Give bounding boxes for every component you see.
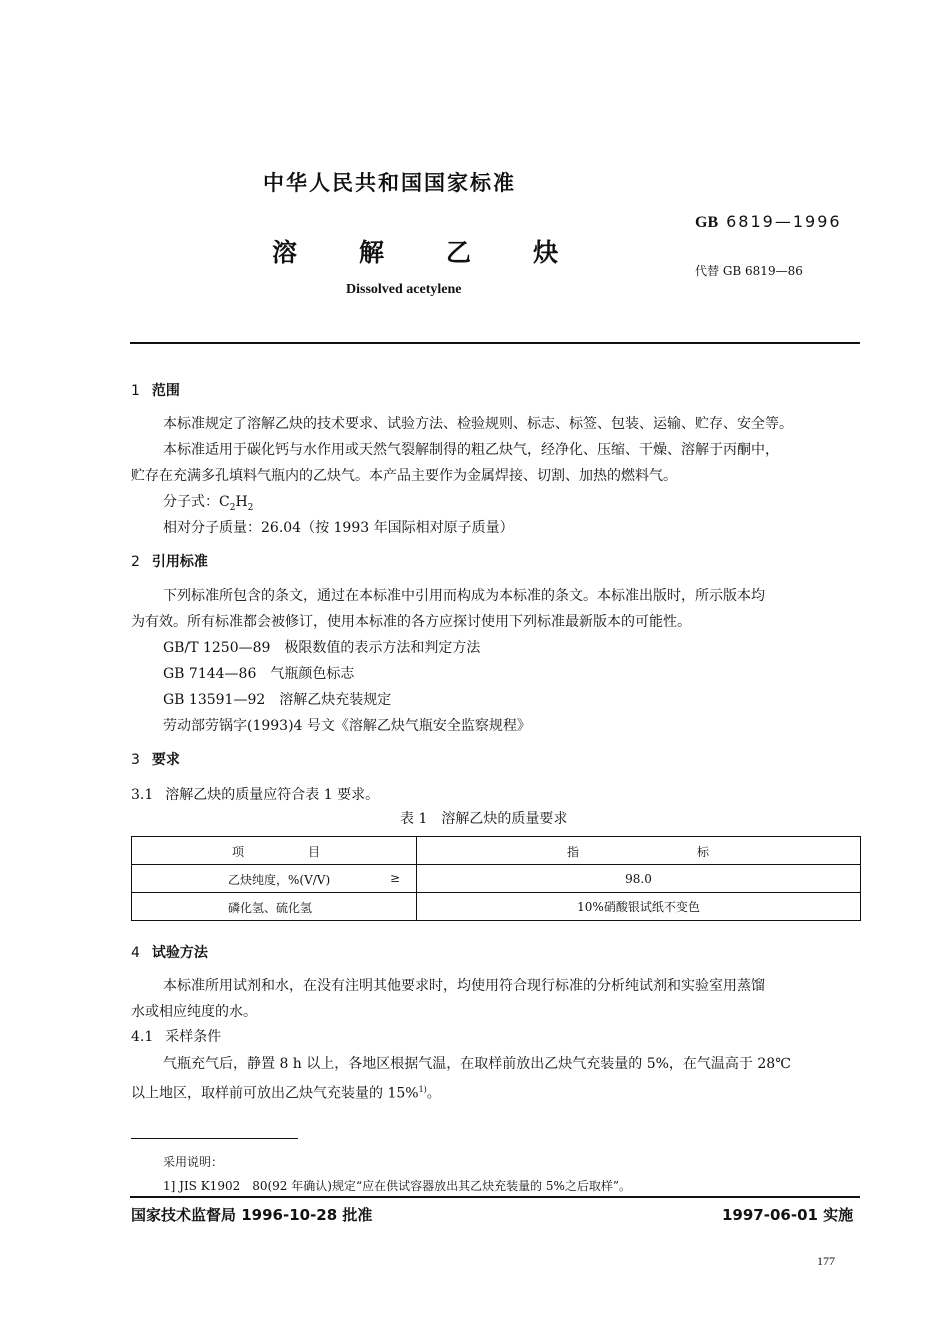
section-number: 1 (131, 383, 140, 399)
item-value: 10%硝酸银试纸不变色 (577, 900, 700, 914)
formula-subscript: 2 (247, 502, 254, 513)
page-number: 177 (817, 1254, 835, 1268)
title-char: 溶 (272, 238, 298, 267)
paragraph: 气瓶充气后，静置 8 h 以上，各地区根据气温，在取样前放出乙炔气充装量的 5%，在气温高于 28℃ (163, 1056, 791, 1072)
section-number: 4 (131, 945, 140, 961)
table-cell-item (132, 893, 417, 921)
subsection-number: 4.1 (131, 1029, 154, 1045)
header-rule (130, 342, 860, 344)
title-char: 乙 (446, 238, 472, 267)
english-title: Dissolved acetylene (346, 282, 462, 297)
section-title: 试验方法 (151, 945, 208, 961)
standard-number-prefix: GB (695, 214, 719, 231)
document-title (272, 233, 558, 269)
paragraph-continuation (131, 1078, 441, 1106)
reference-item: 劳动部劳锅字(1993)4 号文《溶解乙炔气瓶安全监察规程》 (163, 718, 531, 734)
header-char: 标 (697, 845, 710, 859)
subsection-number: 3.1 (131, 787, 154, 803)
footnote-rule (131, 1138, 298, 1139)
footnote-ref[interactable]: 1) (418, 1085, 427, 1094)
reference-item: GB/T 1250—89 极限数值的表示方法和判定方法 (163, 640, 481, 656)
header-char: 指 (567, 845, 580, 859)
section-title: 要求 (151, 752, 180, 768)
table-header-index (417, 837, 861, 865)
section-3-heading (131, 749, 180, 769)
subsection-title: 采样条件 (165, 1029, 222, 1045)
header-char: 目 (308, 845, 321, 859)
title-char: 解 (359, 238, 385, 267)
paragraph-text: 以上地区，取样前可放出乙炔气充装量的 15% (131, 1085, 419, 1102)
section-4-heading (131, 942, 208, 962)
comparison-operator: ≥ (390, 871, 401, 885)
paragraph: 下列标准所包含的条文，通过在本标准中引用而构成为本标准的条文。本标准出版时，所示版本均 (163, 588, 765, 604)
footer-rule (130, 1196, 860, 1198)
subsection-4-1 (131, 1026, 221, 1046)
table-header-row (132, 837, 861, 865)
item-name: 乙炔纯度，%(V/V) (228, 873, 331, 887)
section-1-heading (131, 380, 180, 400)
effective-date: 1997-06-01 实施 (722, 1206, 854, 1224)
section-number: 3 (131, 752, 140, 768)
table-cell-item (132, 865, 417, 893)
paragraph: 本标准规定了溶解乙炔的技术要求、试验方法、检验规则、标志、标签、包装、运输、贮存、安全等。 (163, 416, 793, 432)
paragraph-continuation: 为有效。所有标准都会被修订，使用本标准的各方应探讨使用下列标准最新版本的可能性。 (131, 614, 691, 630)
table-cell-value (417, 893, 861, 921)
title-char: 炔 (533, 238, 559, 267)
section-number: 2 (131, 554, 140, 570)
section-2-heading (131, 551, 208, 571)
standard-number-value: 6819—1996 (726, 212, 842, 231)
paragraph: 本标准适用于碳化钙与水作用或天然气裂解制得的粗乙炔气，经净化、压缩、干燥、溶解于丙酮中， (163, 442, 779, 458)
footnote-label: 采用说明： (163, 1155, 224, 1169)
formula-label: 分子式： (163, 494, 219, 510)
standard-number (695, 212, 842, 232)
table-header-item (132, 837, 417, 865)
paragraph-continuation: 贮存在充满多孔填料气瓶内的乙炔气。本产品主要作为金属焊接、切割、加热的燃料气。 (131, 468, 677, 484)
subsection-text: 溶解乙炔的质量应符合表 1 要求。 (165, 787, 380, 803)
paragraph-continuation: 水或相应纯度的水。 (131, 1004, 257, 1020)
replaces-standard: 代替 GB 6819—86 (695, 264, 803, 278)
header-char: 项 (232, 845, 245, 859)
table-row (132, 865, 861, 893)
item-name: 磷化氢、硫化氢 (228, 901, 313, 915)
table-row (132, 893, 861, 921)
item-value: 98.0 (625, 871, 652, 886)
formula-element: H (235, 494, 248, 510)
table-cell-value (417, 865, 861, 893)
subsection-3-1 (131, 784, 379, 804)
national-standard-title: 中华人民共和国国家标准 (263, 171, 516, 195)
table-caption: 表 1 溶解乙炔的质量要求 (400, 811, 568, 827)
section-title: 范围 (151, 383, 180, 399)
molecular-mass: 相对分子质量：26.04（按 1993 年国际相对原子质量） (163, 520, 514, 536)
footnote-text: 1] JIS K1902 80(92 年确认)规定“应在供试容器放出其乙炔充装量的 5%之后取样”。 (163, 1179, 632, 1193)
reference-item: GB 13591—92 溶解乙炔充装规定 (163, 692, 392, 708)
paragraph-end: 。 (426, 1085, 441, 1102)
formula-element: C (219, 494, 230, 510)
reference-item: GB 7144—86 气瓶颜色标志 (163, 666, 355, 682)
section-title: 引用标准 (151, 554, 208, 570)
formula-subscript: 2 (229, 502, 236, 513)
issued-date: 国家技术监督局 1996-10-28 批准 (131, 1206, 373, 1224)
quality-requirements-table (131, 836, 861, 921)
paragraph: 本标准所用试剂和水，在没有注明其他要求时，均使用符合现行标准的分析纯试剂和实验室用蒸馏 (163, 978, 765, 994)
